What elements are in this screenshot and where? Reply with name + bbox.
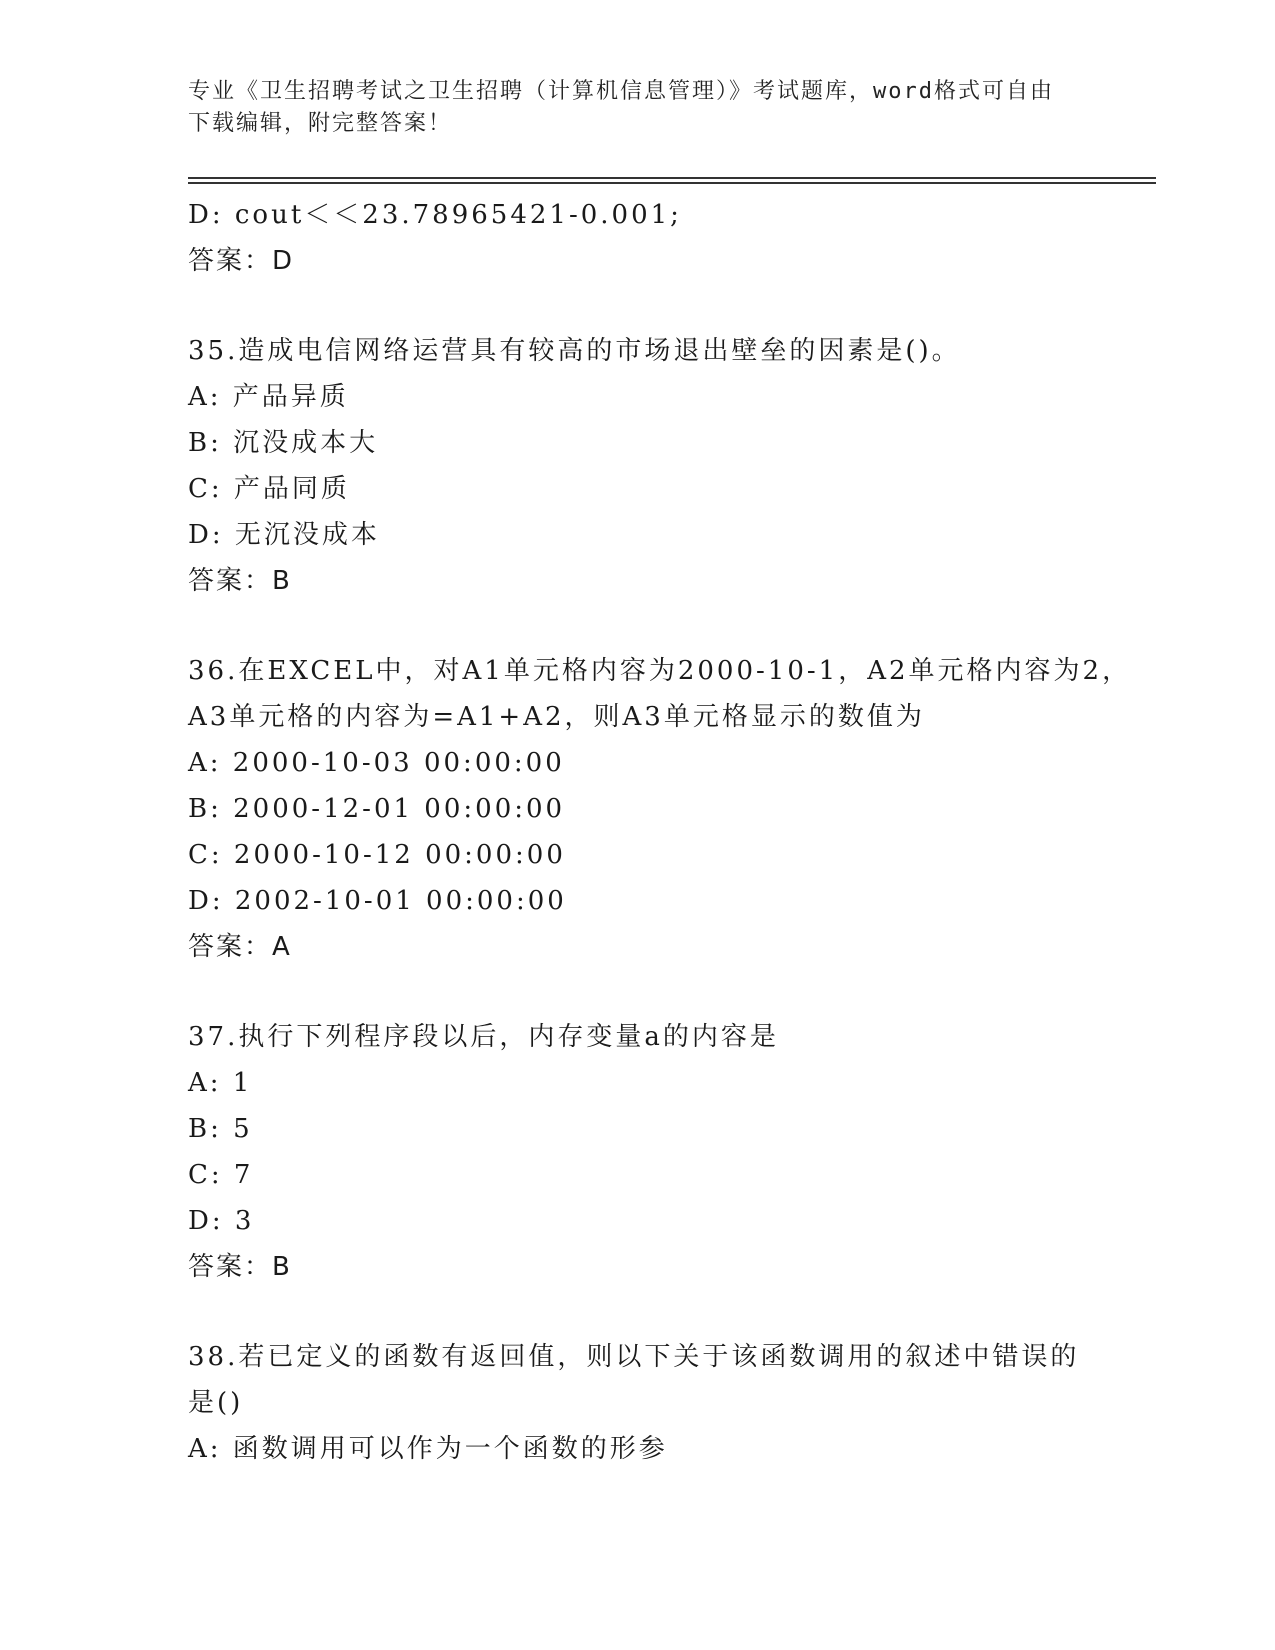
option-b: B: 沉没成本大 xyxy=(188,428,379,458)
question-text-line-1: 38.若已定义的函数有返回值，则以下关于该函数调用的叙述中错误的 xyxy=(188,1342,1080,1372)
option-c: C: 产品同质 xyxy=(188,474,350,504)
option-a: A: 2000-10-03 00:00:00 xyxy=(188,748,565,778)
option-b: B: 2000-12-01 00:00:00 xyxy=(188,794,566,824)
header-title: 专业《卫生招聘考试之卫生招聘（计算机信息管理）》考试题库，word格式可自由下载编辑，附完整答案！ xyxy=(188,79,1054,136)
option-d: D: 2002-10-01 00:00:00 xyxy=(188,886,567,916)
document-header xyxy=(188,76,1068,140)
question-38 xyxy=(188,1334,1088,1472)
option-d: D: 3 xyxy=(188,1206,255,1236)
question-35 xyxy=(188,328,1088,604)
option-c: C: 7 xyxy=(188,1160,254,1190)
answer-line: 答案：B xyxy=(188,566,292,596)
question-37 xyxy=(188,1014,1088,1290)
answer-line: 答案：A xyxy=(188,932,292,962)
answer-line: 答案：D xyxy=(188,246,295,276)
question-text: 37.执行下列程序段以后，内存变量a的内容是 xyxy=(188,1022,779,1052)
header-divider-top xyxy=(188,177,1156,179)
header-divider-bottom xyxy=(188,182,1156,184)
question-text-line-2: 是() xyxy=(188,1388,244,1418)
question-text: 35.造成电信网络运营具有较高的市场退出壁垒的因素是()。 xyxy=(188,336,961,366)
option-d: D: cout＜＜23.78965421-0.001; xyxy=(188,200,682,230)
option-a: A: 1 xyxy=(188,1068,253,1098)
question-text-line-2: A3单元格的内容为=A1+A2，则A3单元格显示的数值为 xyxy=(188,702,925,732)
option-a: A: 产品异质 xyxy=(188,382,349,412)
answer-line: 答案：B xyxy=(188,1252,292,1282)
option-c: C: 2000-10-12 00:00:00 xyxy=(188,840,566,870)
option-a: A: 函数调用可以作为一个函数的形参 xyxy=(188,1434,668,1464)
option-d: D: 无沉没成本 xyxy=(188,520,380,550)
question-text-line-1: 36.在EXCEL中，对A1单元格内容为2000-10-1，A2单元格内容为2， xyxy=(188,656,1132,686)
question-36 xyxy=(188,648,1132,970)
option-b: B: 5 xyxy=(188,1114,253,1144)
question-list xyxy=(188,192,1132,1472)
